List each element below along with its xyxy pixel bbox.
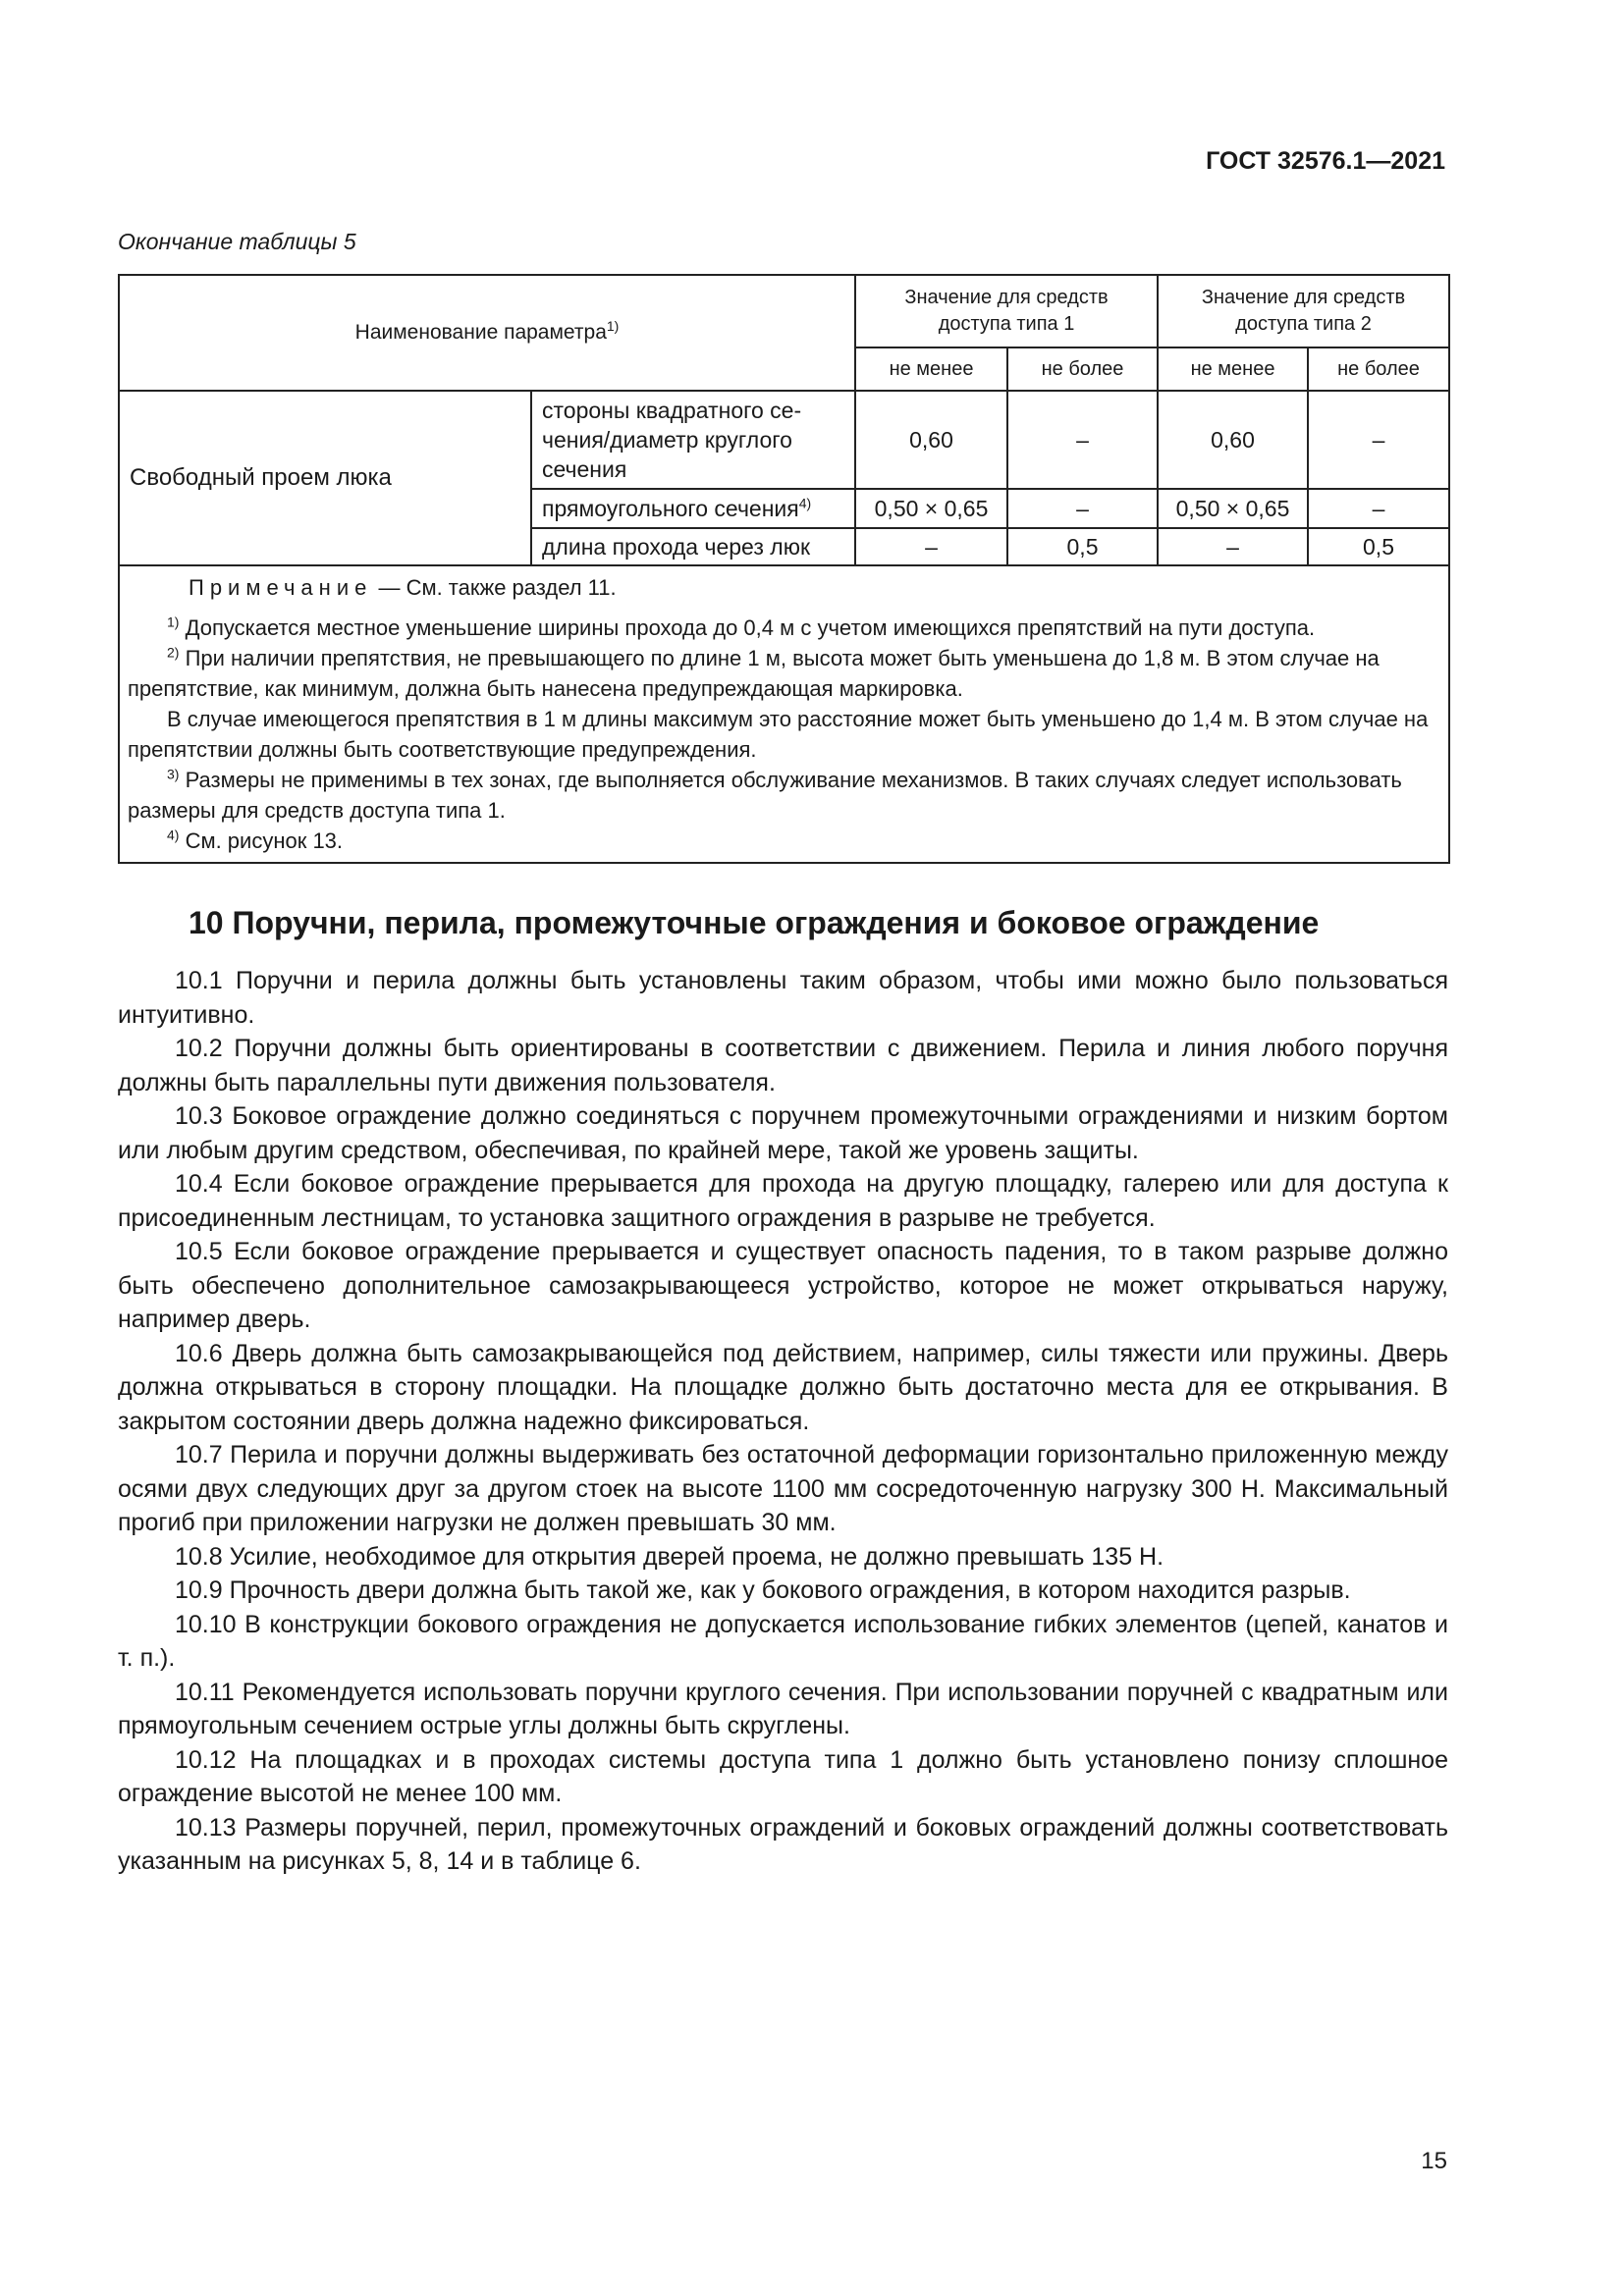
cell-value: – (1308, 391, 1449, 489)
document-code: ГОСТ 32576.1—2021 (1206, 147, 1445, 175)
cell-value: 0,5 (1308, 528, 1449, 565)
paragraph: 10.6 Дверь должна быть самозакрывающейся под действием, например, силы тяжести или пружины. Дверь должна открываться в сторону площадки. На площадке должно быть достаточно места для ее открывания. В закрытом состоянии дверь должна надежно фиксироваться. (118, 1339, 1448, 1435)
paragraph: 10.11 Рекомендуется использовать поручни круглого сечения. При использовании поручней с квадратным или прямоугольным сечением острые углы должны быть скруглены. (118, 1678, 1448, 1739)
cell-value: – (1007, 489, 1158, 528)
paragraph: 10.7 Перила и поручни должны выдерживать без остаточной деформации горизонтально приложенную между осями двух следующих друг за другом стоек на высоте 1100 мм сосредоточенную нагрузку 300 Н. Максимальный прогиб при приложении нагрузки не должен превышать 30 мм. (118, 1441, 1448, 1536)
section-body (118, 964, 1448, 1879)
parameters-table (118, 274, 1450, 864)
cell-value: – (1007, 391, 1158, 489)
row-label: прямоугольного сечения$^{4)}$ (531, 489, 855, 528)
page-number: 15 (1421, 2148, 1447, 2174)
table-note (128, 572, 1440, 603)
paragraph: 10.12 На площадках и в проходах системы доступа типа 1 должно быть установлено понизу сплошное ограждение высотой не менее 100 мм. (118, 1745, 1448, 1807)
group-type1-label: Значение для средств доступа типа 1 (904, 287, 1109, 335)
paragraph: 10.9 Прочность двери должна быть такой же, как у бокового ограждения, в котором находится разрыв. (175, 1576, 1351, 1604)
paragraph: 10.10 В конструкции бокового ограждения не допускается использование гибких элементов (цепей, канатов и т. п.). (118, 1610, 1448, 1672)
cell-value: 0,60 (1158, 391, 1308, 489)
notes-row (119, 565, 1449, 863)
section-title: 10 Поручни, перила, промежуточные ограждения и боковое ограждение (189, 905, 1320, 940)
footnote-ref: 1) (606, 318, 620, 334)
subheader-max-2: не более (1308, 347, 1449, 391)
table-row (119, 391, 1449, 489)
footnote: $^{4)}$ См. рисунок 13. (167, 827, 344, 853)
paragraph: 10.8 Усилие, необходимое для открытия дверей проема, не должно превышать 135 Н. (175, 1542, 1164, 1571)
row-label: стороны квадратного се-чения/диаметр круглого сечения (531, 391, 855, 489)
param-header: Наименование параметра (354, 321, 607, 344)
cell-value: – (855, 528, 1007, 565)
subheader-min-1: не менее (855, 347, 1007, 391)
note-text: — См. также раздел 11. (372, 575, 617, 600)
row-group-label: Свободный проем люка (119, 391, 531, 565)
group-type2-label: Значение для средств доступа типа 2 (1201, 287, 1406, 335)
footnote-ref: 4) (798, 494, 812, 510)
paragraph: 10.5 Если боковое ограждение прерывается и существует опасность падения, то в таком разрыве должно быть обеспечено дополнительное самозакрывающееся устройство, которое не может открываться наружу, например дверь. (118, 1238, 1448, 1333)
footnote: В случае имеющегося препятствия в 1 м длины максимум это расстояние может быть уменьшено до 1,4 м. В этом случае на препятствии должны быть соответствующие предупреждения. (128, 707, 1429, 762)
group-type2-header (1158, 275, 1449, 347)
cell-value: 0,50 × 0,65 (855, 489, 1007, 528)
footnote: $^{1)}$ Допускается местное уменьшение ширины прохода до 0,4 м с учетом имеющихся препятствий на пути доступа. (167, 614, 1316, 640)
paragraph: 10.1 Поручни и перила должны быть установлены таким образом, чтобы ими можно было пользоваться интуитивно. (118, 967, 1448, 1029)
param-header-cell (119, 275, 855, 391)
cell-value: 0,60 (855, 391, 1007, 489)
cell-value: 0,50 × 0,65 (1158, 489, 1308, 528)
note-label: Примечание (189, 575, 373, 600)
cell-value: 0,5 (1007, 528, 1158, 565)
cell-value: – (1158, 528, 1308, 565)
paragraph: 10.3 Боковое ограждение должно соединяться с поручнем промежуточными ограждениями и низким бортом или любым другим средством, обеспечивая, по крайней мере, такой же уровень защиты. (118, 1102, 1448, 1164)
group-type1-header (855, 275, 1158, 347)
table-notes (119, 565, 1449, 863)
paragraph: 10.2 Поручни должны быть ориентированы в соответствии с движением. Перила и линия любого поручня должны быть параллельны пути движения пользователя. (118, 1035, 1448, 1096)
subheader-max-1: не более (1007, 347, 1158, 391)
paragraph: 10.4 Если боковое ограждение прерывается для прохода на другую площадку, галерею или для доступа к присоединенным лестницам, то установка защитного ограждения в разрыве не требуется. (118, 1170, 1448, 1232)
paragraph: 10.13 Размеры поручней, перил, промежуточных ограждений и боковых ограждений должны соответствовать указанным на рисунках 5, 8, 14 и в таблице 6. (118, 1813, 1448, 1875)
cell-value: – (1308, 489, 1449, 528)
subheader-min-2: не менее (1158, 347, 1308, 391)
footnote: $^{2)}$ При наличии препятствия, не превышающего по длине 1 м, высота может быть уменьшена до 1,8 м. В этом случае на препятствие, как минимум, должна быть нанесена предупреждающая маркировка. (128, 644, 1380, 701)
table-caption: Окончание таблицы 5 (118, 229, 356, 254)
footnote: $^{3)}$ Размеры не применимы в тех зонах, где выполняется обслуживание механизмов. В таких случаях следует использовать размеры для средств доступа типа 1. (128, 766, 1402, 823)
row-label: длина прохода через люк (531, 528, 855, 565)
